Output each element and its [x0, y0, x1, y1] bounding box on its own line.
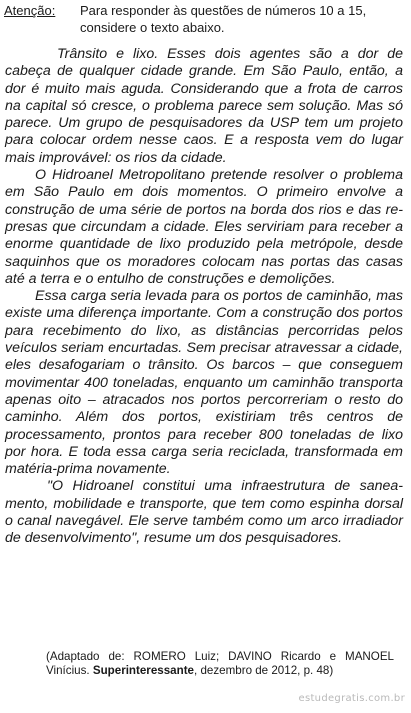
paragraph-3: Essa carga seria levada para os portos de caminhão, mas existe uma diferença importante. Com a construção dos portos para recebimento do lixo, as distâncias percorridas pelos veículos seriam encurtadas. Sem precisar atravessar a cidade, eles desafogariam o trânsito. Os barcos – que conseguem movimentar 400 toneladas, enquanto um caminhão transporta apenas oito – atracados nos portos percorreriam o resto do caminho. Além dos portos, existiriam três centros de processamento, prontos para receber 800 toneladas de lixo por hora. E toda essa carga seria reciclada, transformada em matéria-prima novamente. [5, 288, 403, 478]
publication-name: Superinteressante [92, 664, 195, 678]
instruction-text: Para responder às questões de números 10 a 15, considere o texto abaixo. [80, 3, 367, 35]
article-body [5, 46, 403, 548]
paragraph-1: Trânsito e lixo. Esses dois agentes são a dor de cabeça de qualquer cidade grande. Em São Paulo, então, a dor é muito mais aguda. Considerando que a frota de carros na capital só cresce, o problema parece sem solução. Mas só parece. Um grupo de pesquisadores da USP tem um projeto para colocar ordem nesse caos. E a resposta vem do lugar mais improvável: os rios da cidade. [5, 46, 403, 166]
citation-prefix: (Adaptado de: ROMERO Luiz; DAVINO Ricardo e MANOEL Vinícius. [46, 650, 394, 678]
attention-label: Atenção: [4, 3, 56, 18]
source-citation [46, 650, 394, 679]
paragraph-4: "O Hidroanel constitui uma infraestrutura de saneamento, mobilidade e transporte, que tem como espinha dorsal o canal navegável. Ele serve também como um arco irradiador de desenvolvimento", resume um dos pesquisadores. [5, 478, 403, 547]
site-watermark: estudegratis.com.br [298, 693, 405, 704]
citation-suffix: , dezembro de 2012, p. 48) [194, 664, 334, 678]
paragraph-2: O Hidroanel Metropolitano pretende resolver o problema em São Paulo em dois momentos. O primeiro envolve a construção de uma série de portos na borda dos rios e das represas que circundam a cidade. Eles serviriam para receber a enorme quantidade de lixo produzido pela metrópole, desde saquinhos que os moradores colocam nas portas das casas até a terra e o entulho de construções e demolições. [5, 167, 403, 287]
